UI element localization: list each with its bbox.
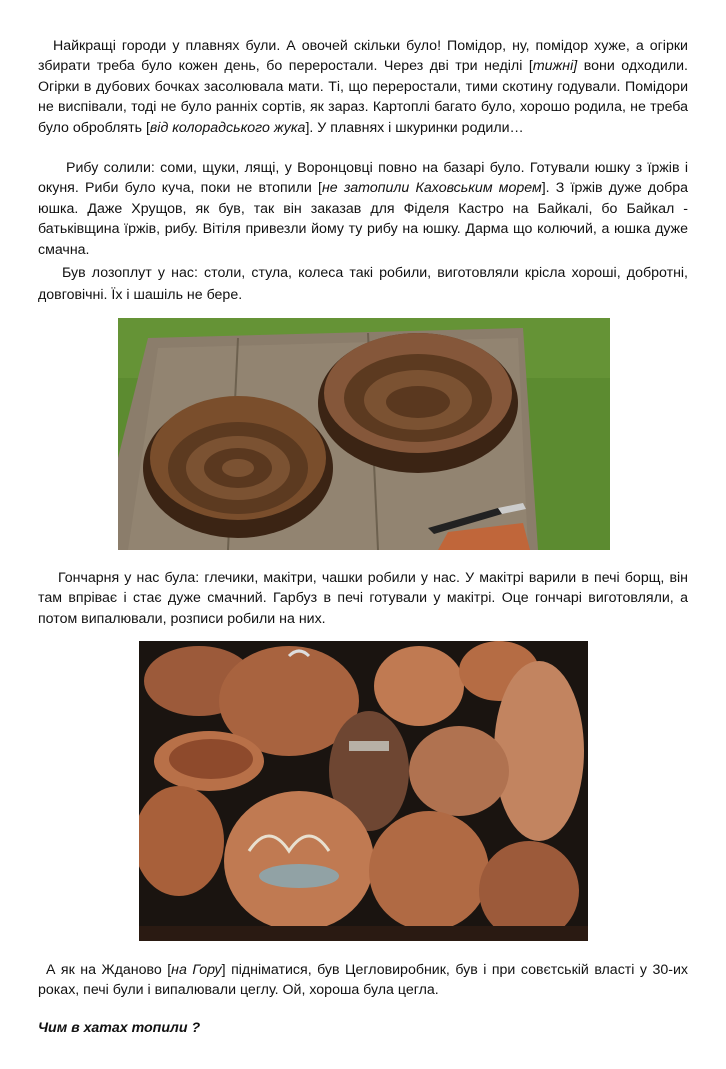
- paragraph-fish: [38, 158, 688, 260]
- clay-pottery-photo: [139, 641, 588, 941]
- section-question: Чим в хатах топили ?: [38, 1020, 201, 1036]
- clay-pottery-image: [139, 641, 588, 941]
- wicker-baskets-image: [118, 318, 610, 550]
- paragraph-wicker: Був лозоплут у нас: столи, стула, колеса такі робили, виготовляли крісла хороші, добротні, довговічні. Їх і шашіль не бере.: [38, 265, 688, 303]
- italic-note: тижні]: [532, 58, 578, 75]
- wicker-baskets-photo: [118, 318, 610, 550]
- text-segment: ]. У плавнях і шкуринки родили…: [305, 119, 524, 136]
- italic-note: від колорадського жука: [149, 119, 306, 136]
- text-segment: вони одходили. Огірки в дубових бочках засолювала мати. Ті, що переростали, тими скотину годували. Помідори не виспівали, тоді не було ранніх сортів, як зараз. Картоплі багато було, хорошо родила, не треба було оброблять [: [38, 58, 688, 136]
- text-segment: А як на Жданово [: [46, 962, 172, 978]
- italic-note: на Гору: [171, 962, 222, 978]
- text-segment: ]. З їржів дуже добра юшка. Даже Хрущов, як був, так він заказав для Фіделя Кастро на Байкалі, бо Байкал - батьківщина їржів, рибу. Вітіля привезли йому ту рибу на юшку. Дарма що колючий, а юшка дуже смачна.: [38, 180, 688, 258]
- paragraph-gardens: [38, 36, 688, 138]
- text-segment: Найкращі городи у плавнях були. А овочей скільки було! Помідор, ну, помідор хуже, а огірки збирати треба було кожен день, бо переростали. Через дві три неділі [: [38, 38, 688, 75]
- paragraph-brickworks: [38, 960, 688, 1001]
- italic-note: не затопили Каховським морем: [321, 180, 542, 197]
- text-segment: Рибу солили: соми, щуки, лящі, у Воронцовці повно на базарі було. Готували юшку з їржів і окуня. Риби було куча, поки не втопили [: [38, 160, 688, 197]
- text-segment: ] підніматися, був Цегловиробник, був і при совєтській власті у 30-их роках, печі були і випалювали цеглу. Ой, хороша була цегла.: [38, 962, 688, 999]
- paragraph-pottery: Гончарня у нас була: глечики, макітри, чашки робили у нас. У макітрі варили в печі борщ, він там впріває і стає дуже смачний. Гарбуз в печі готували у макітрі. Оце гончарі виготовляли, а потом випалювали, розписи робили на них.: [38, 570, 688, 627]
